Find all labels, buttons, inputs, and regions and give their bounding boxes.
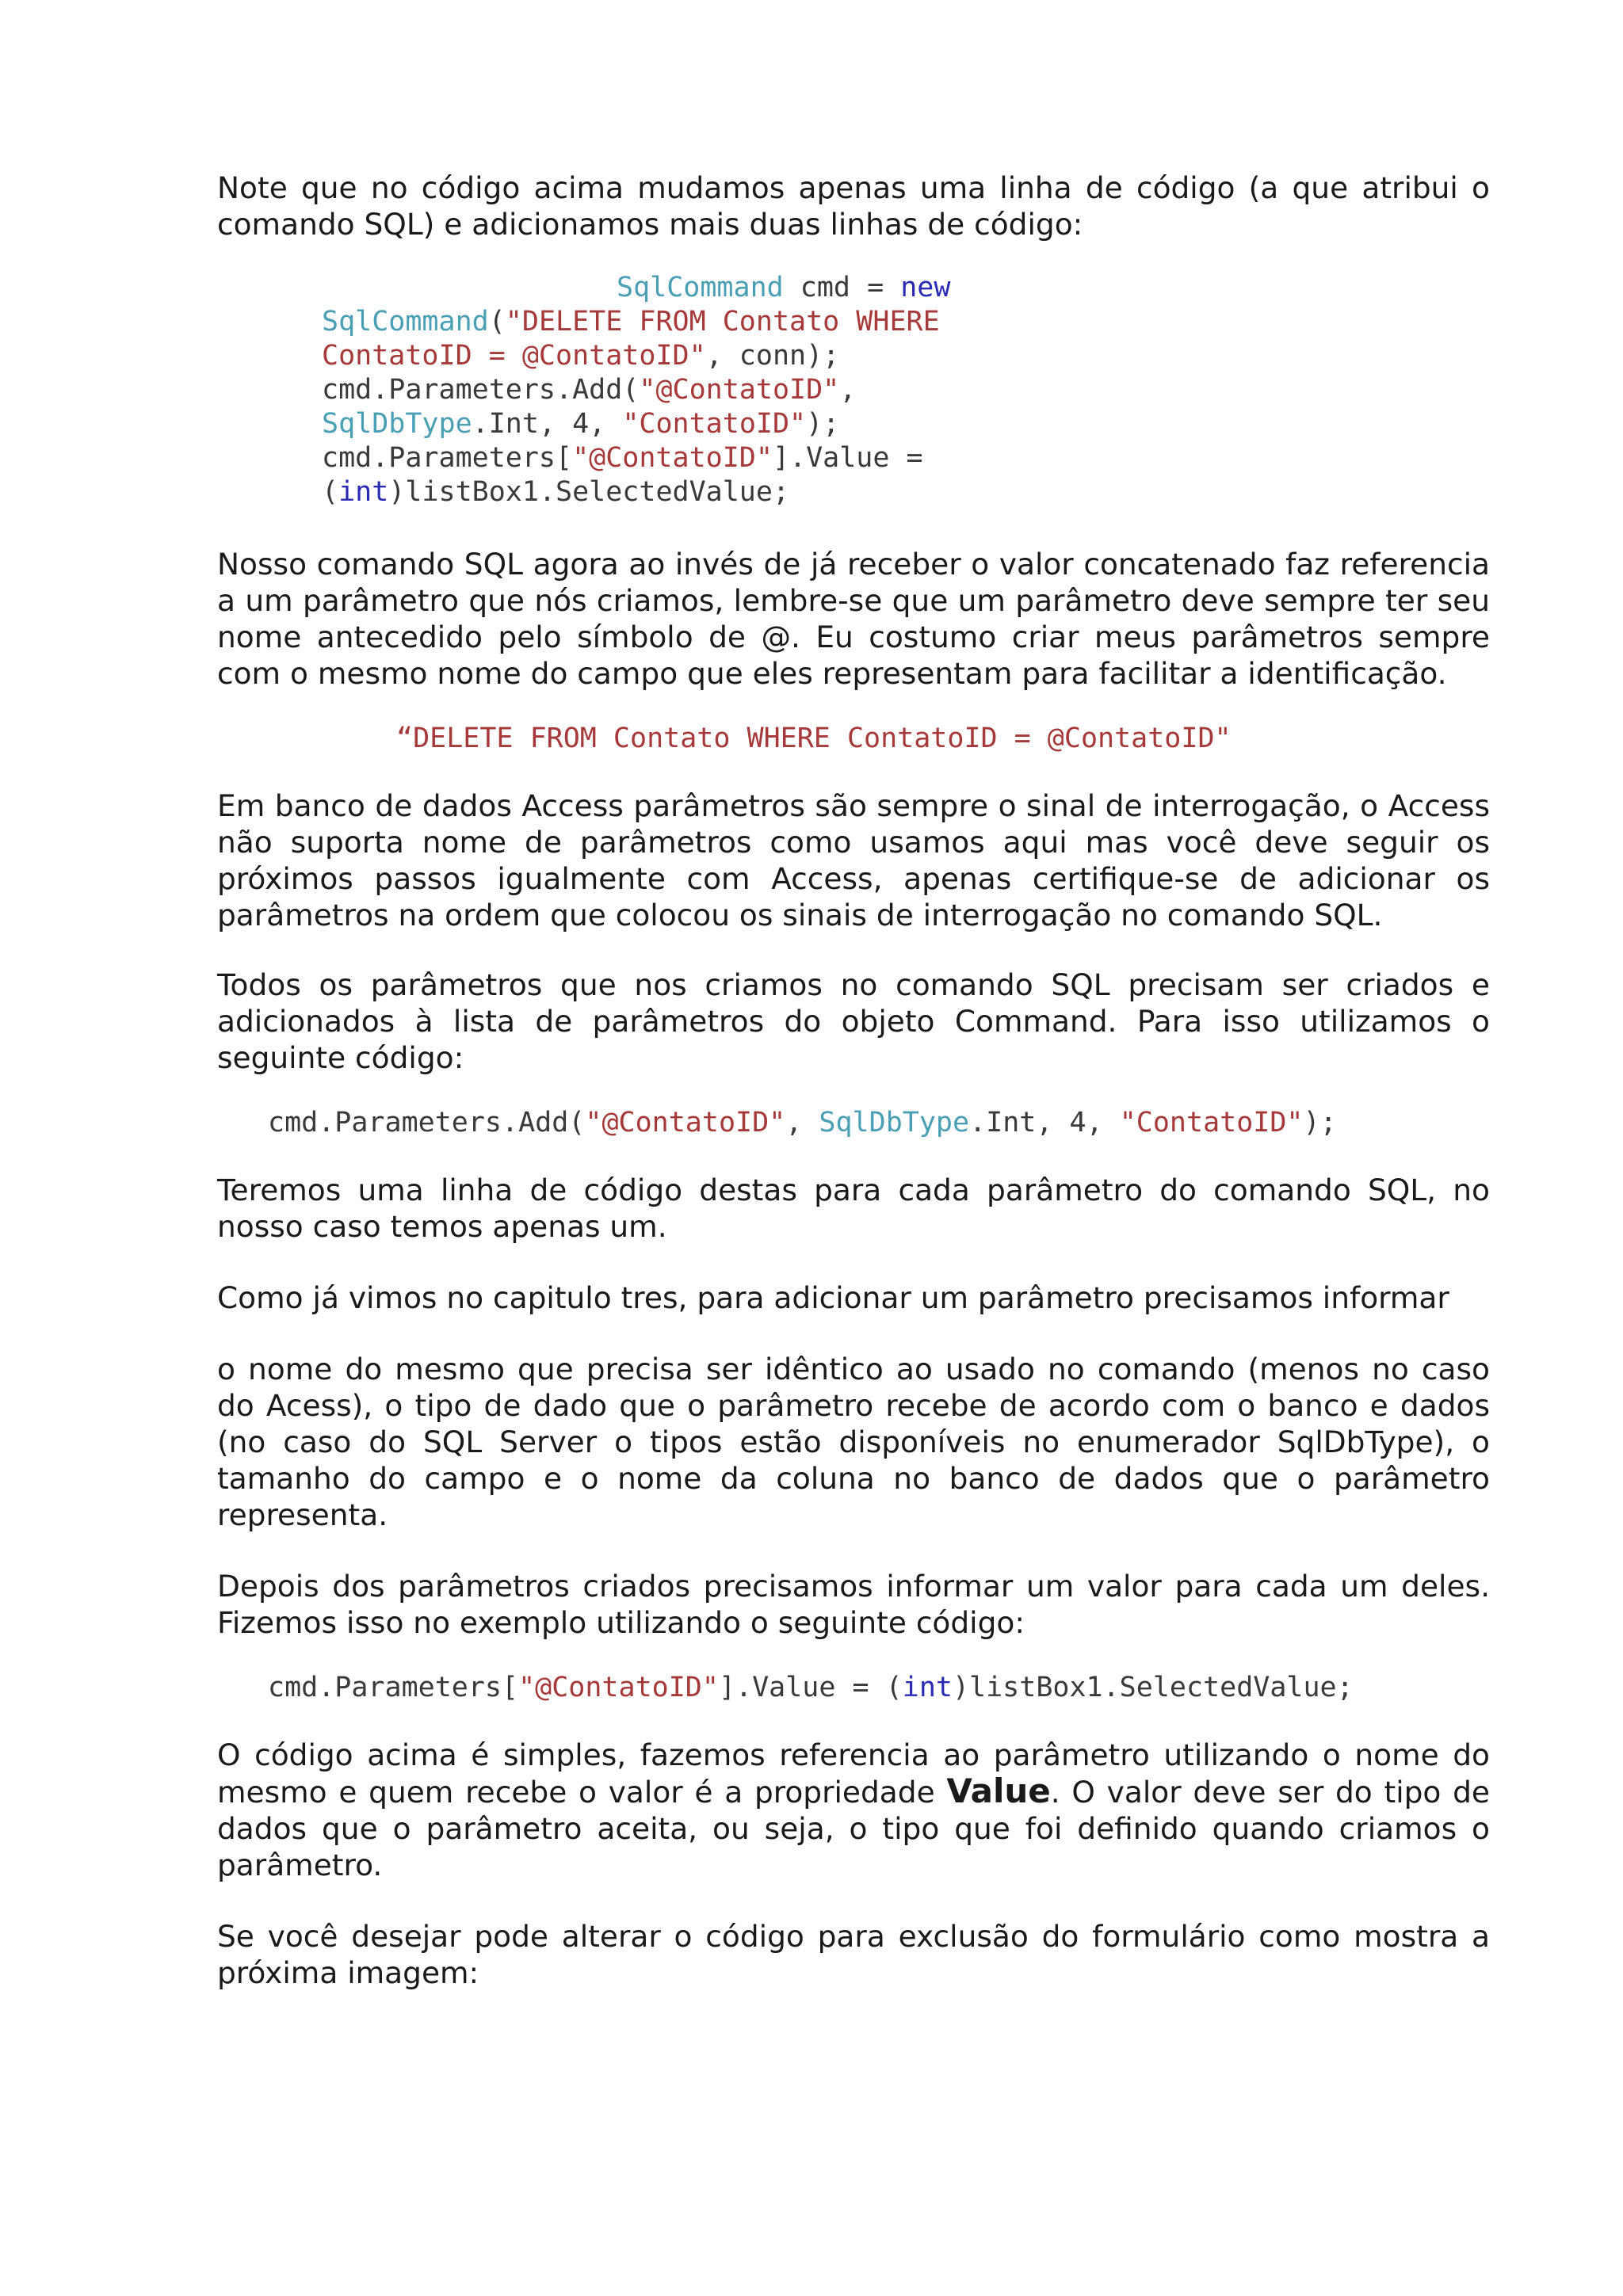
- paragraph-parameter-details: o nome do mesmo que precisa ser idêntico ao usado no comando (menos no caso do Acess), o tipo de dado que o parâmetro recebe de acordo com o banco e dados (no caso do SQL Server o tipos estão disponíveis no enumerador SqlDbType), o tamanho do campo e o nome da coluna no banco de dados que o parâmetro representa.: [217, 1352, 1490, 1532]
- code-token-keyword: int: [902, 1672, 953, 1703]
- code-token-plain: )listBox1.SelectedValue;: [952, 1672, 1354, 1703]
- code-token-plain: .Int, 4,: [472, 408, 623, 440]
- paragraph-parameters-list: Todos os parâmetros que nos criamos no comando SQL precisam ser criados e adicionados à lista de parâmetros do objeto Command. Para isso utilizamos o seguinte código:: [217, 967, 1490, 1075]
- code-token-keyword: int: [338, 476, 389, 508]
- code-token-plain: .Int, 4,: [969, 1107, 1120, 1138]
- code-token-type: SqlDbType: [819, 1107, 970, 1138]
- paragraph-intro: Note que no código acima mudamos apenas uma linha de código (a que atribui o comando SQL) e adicionamos mais duas linhas de código:: [217, 170, 1490, 242]
- code-token-plain: cmd =: [783, 272, 901, 303]
- code-parameter-value: [268, 1671, 1490, 1705]
- code-token-string: "@ContatoID": [518, 1672, 719, 1703]
- code-token-type: SqlCommand: [322, 306, 489, 338]
- code-token-plain: ,: [839, 374, 857, 406]
- code-token-plain: );: [1303, 1107, 1337, 1138]
- paragraph-text: . O valor deve ser do tipo de dados que o parâmetro aceita, ou seja, o tipo que foi definido quando criamos o parâmetro.: [217, 1775, 1490, 1882]
- code-token-plain: cmd.Parameters[: [268, 1672, 519, 1703]
- code-token-string: "@ContatoID": [572, 442, 773, 474]
- code-token-plain: )listBox1.SelectedValue;: [388, 476, 790, 508]
- paragraph-text: O código acima é simples, fazemos referencia ao parâmetro utilizando o nome do mesmo e quem recebe o valor é a propriedade: [217, 1737, 1490, 1810]
- code-line-7: [322, 476, 789, 508]
- bold-term-value: Value: [946, 1772, 1051, 1810]
- code-token-plain: ,: [785, 1107, 819, 1138]
- code-token-string: "ContatoID": [622, 408, 807, 440]
- code-block-sqlcommand: [322, 271, 1490, 509]
- code-token-plain: ].Value =: [772, 442, 923, 474]
- paragraph-sql-parameter: Nosso comando SQL agora ao invés de já receber o valor concatenado faz referencia a um parâmetro que nós criamos, lembre-se que um parâmetro deve sempre ter seu nome antecedido pelo símbolo de @. Eu costumo criar meus parâmetros sempre com o mesmo nome do campo que eles representam para facilitar a identificação.: [217, 547, 1490, 691]
- paragraph-value-property: [217, 1737, 1490, 1883]
- paragraph-chapter-three: Como já vimos no capitulo tres, para adicionar um parâmetro precisamos informar: [217, 1280, 1449, 1315]
- paragraph-one-line-per-parameter: Teremos uma linha de código destas para cada parâmetro do comando SQL, no nosso caso temos apenas um.: [217, 1173, 1490, 1244]
- paragraph-next-image: Se você desejar pode alterar o código para exclusão do formulário como mostra a próxima imagem:: [217, 1919, 1490, 1990]
- code-token-string: ContatoID = @ContatoID": [322, 340, 706, 372]
- paragraph-access: Em banco de dados Access parâmetros são sempre o sinal de interrogação, o Access não suporta nome de parâmetros como usamos aqui mas você deve seguir os próximos passos igualmente com Access, apenas certifique-se de adicionar os parâmetros na ordem que colocou os sinais de interrogação no comando SQL.: [217, 788, 1490, 933]
- code-token-type: SqlDbType: [322, 408, 472, 440]
- code-line-4: [322, 374, 856, 406]
- code-token-keyword: new: [900, 272, 951, 303]
- code-line-5: [322, 408, 839, 440]
- code-line-3: [322, 340, 839, 372]
- code-token-type: SqlCommand: [617, 272, 784, 303]
- code-parameters-add: [268, 1106, 1490, 1140]
- code-token-plain: cmd.Parameters.Add(: [268, 1107, 586, 1138]
- paragraph-parameter-values: Depois dos parâmetros criados precisamos informar um valor para cada um deles. Fizemos isso no exemplo utilizando o seguinte código:: [217, 1569, 1490, 1640]
- code-token-string: "@ContatoID": [585, 1107, 786, 1138]
- code-token-plain: ].Value = (: [718, 1672, 903, 1703]
- code-token-string: “DELETE FROM Contato WHERE ContatoID = @ContatoID": [396, 723, 1232, 754]
- code-line-6: [322, 442, 923, 474]
- code-token-plain: , conn);: [705, 340, 840, 372]
- code-token-plain: );: [806, 408, 840, 440]
- code-token-plain: cmd.Parameters[: [322, 442, 573, 474]
- code-token-string: "DELETE FROM Contato WHERE: [505, 306, 940, 338]
- code-token-string: "ContatoID": [1119, 1107, 1304, 1138]
- code-token-plain: (: [322, 476, 339, 508]
- code-token-plain: cmd.Parameters.Add(: [322, 374, 640, 406]
- code-token-string: "@ContatoID": [639, 374, 840, 406]
- code-line-1: [322, 272, 950, 303]
- code-sql-string: [396, 722, 1490, 756]
- document-page: [217, 170, 1490, 1991]
- code-line-2: [322, 306, 940, 338]
- code-token-plain: (: [488, 306, 506, 338]
